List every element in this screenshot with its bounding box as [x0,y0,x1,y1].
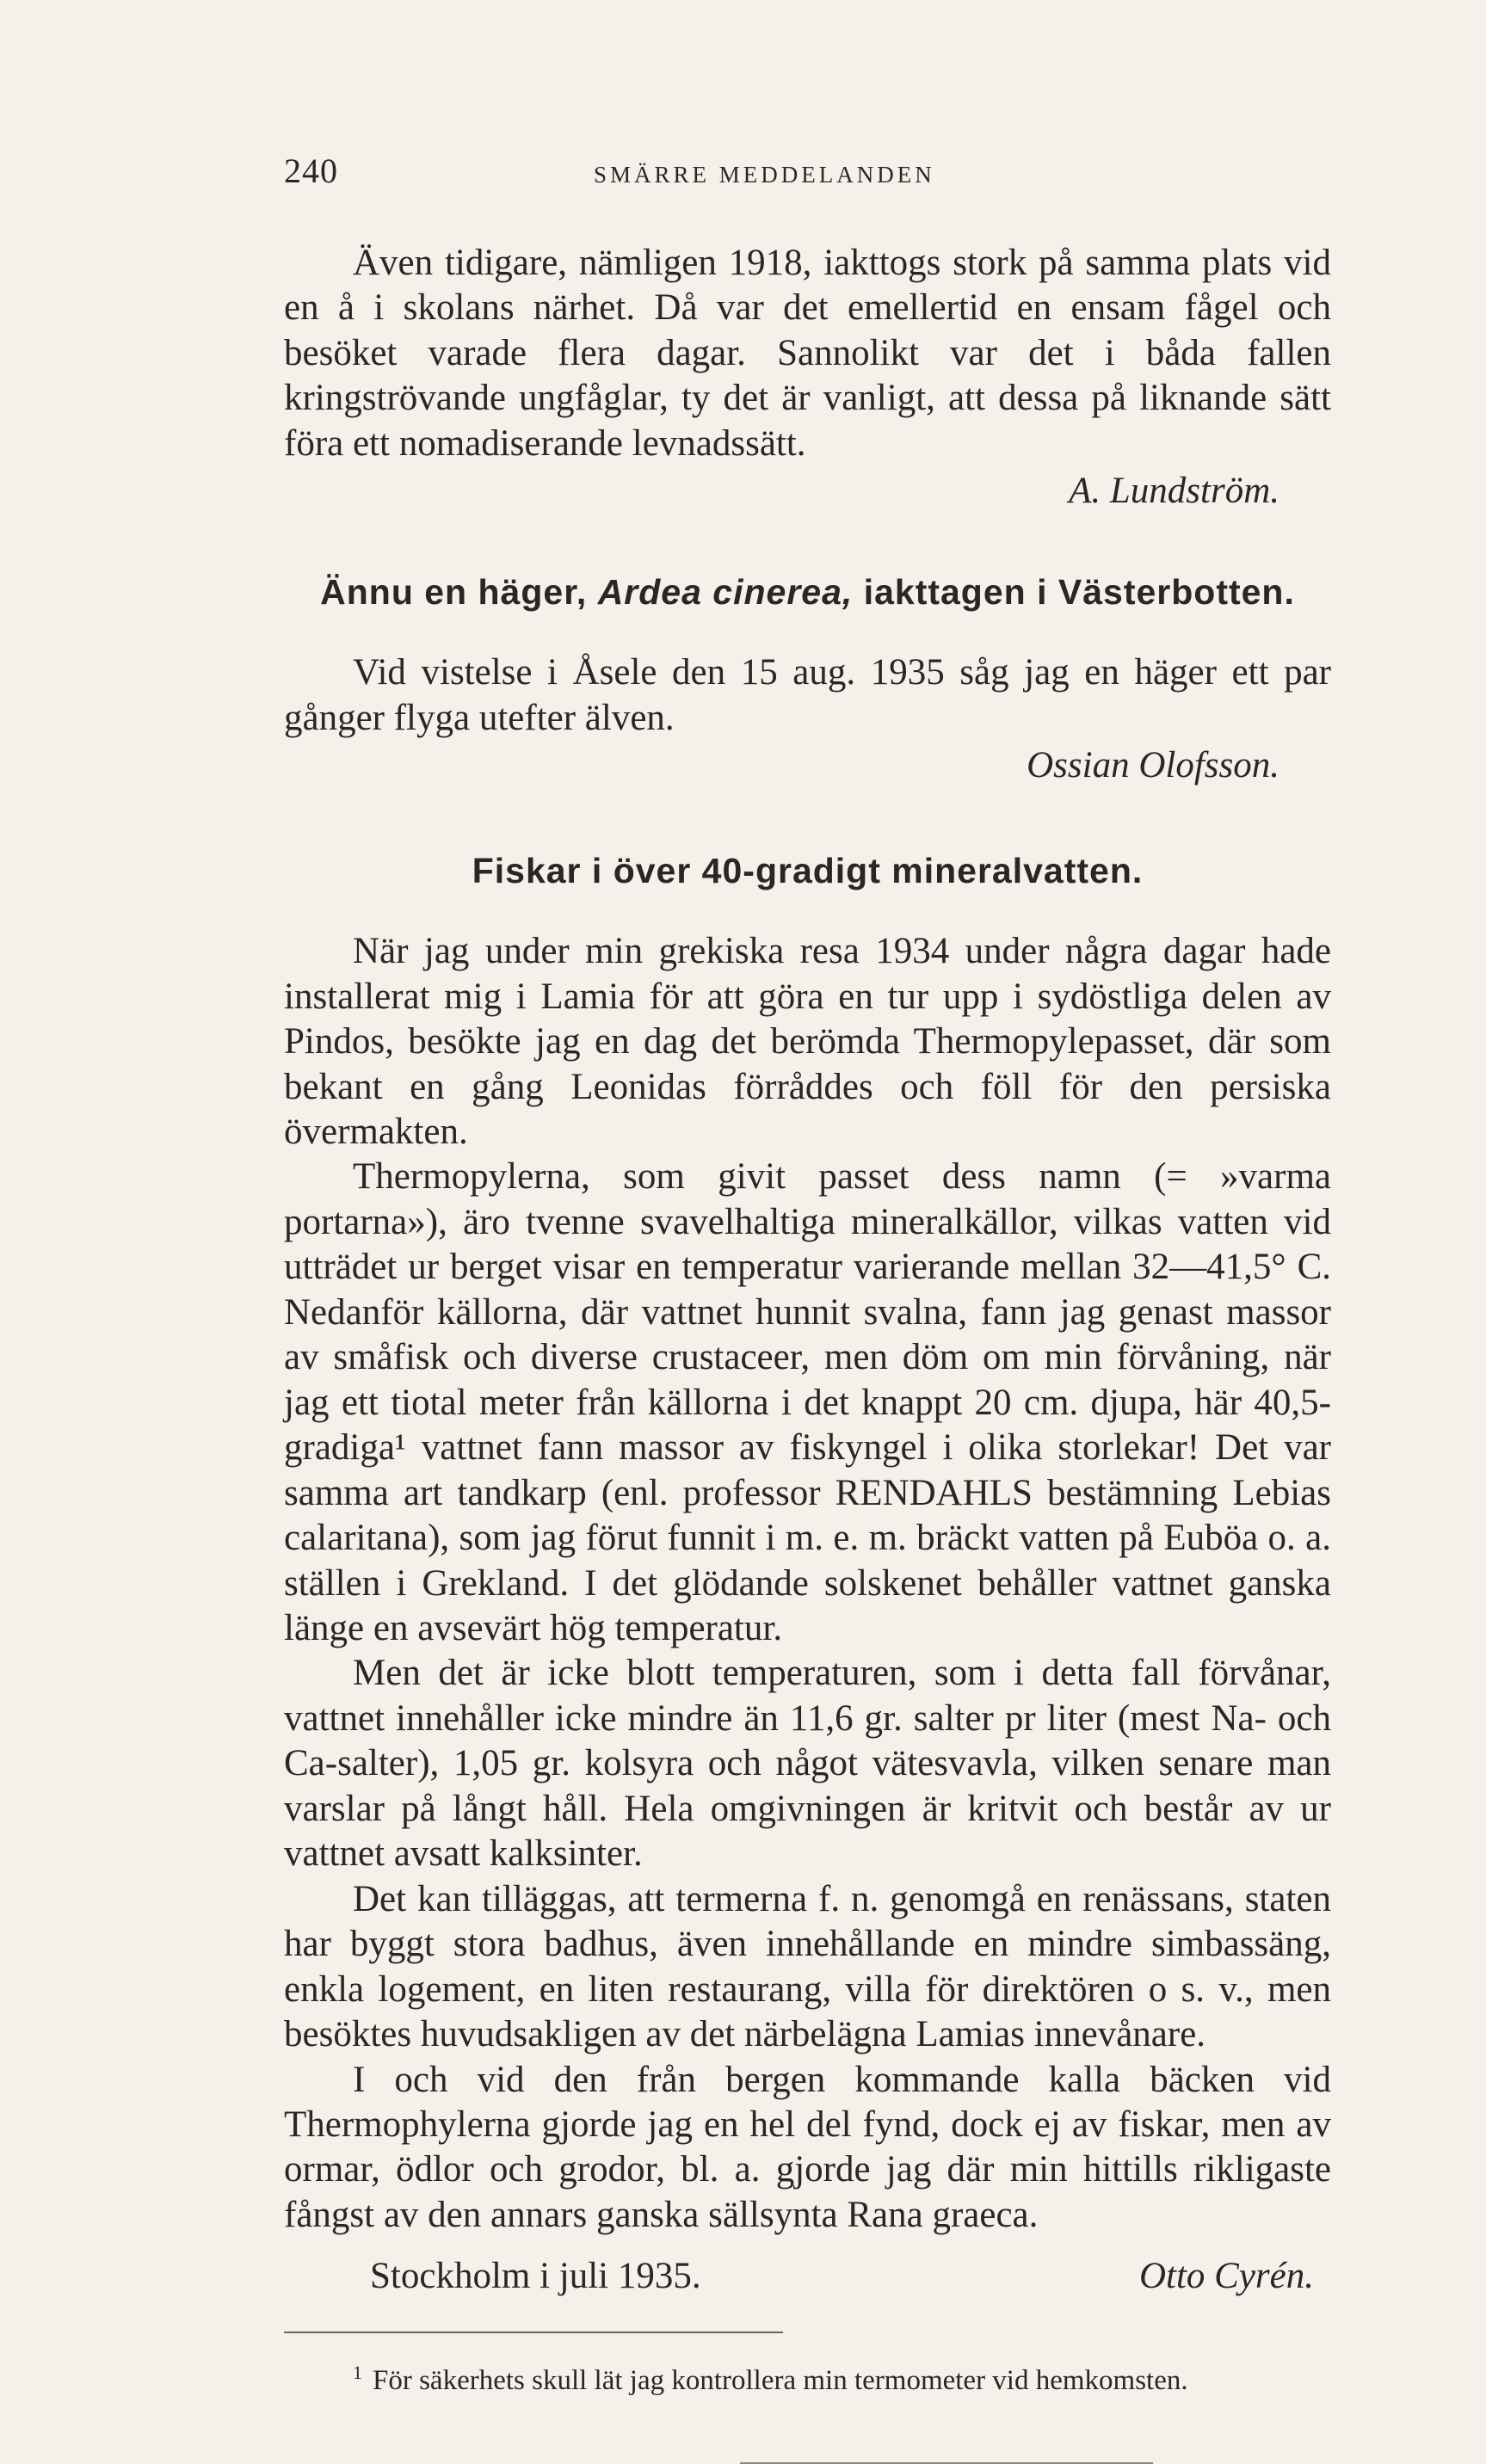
heron-title-species: Ardea cinerea, [597,572,854,613]
fish-paragraph-2: Thermopylerna, som givit passet dess namn (= »varma portarna»), äro tvenne svavelhaltiga mineralkällor, vilkas vatten vid utträdet ur berget visar en temperatur varierande mellan 32—41,5° C. Nedanför källorna, där vattnet hunnit svalna, fann jag genast massor av småfisk och diverse crustaceer, men döm om min förvåning, när jag ett tiotal meter från källorna i det knappt 20 cm. djupa, här 40,5-gradiga¹ vattnet fann massor av fiskyngel i olika storlekar! Det var samma art tandkarp (enl. professor RENDAHLS bestämning Lebias calaritana), som jag förut funnit i m. e. m. bräckt vatten på Euböa o. a. ställen i Grekland. I det glödande solskenet behåller vattnet ganska länge en avsevärt hög temperatur. [284,1156,1331,1648]
footnote-divider [284,2332,783,2333]
footnote-text: För säkerhets skull lät jag kontrollera min termometer vid hemkomsten. [373,2365,1188,2397]
footnote-mark: 1 [353,2362,362,2384]
heron-section-title [284,572,1331,613]
fish-paragraph-5: I och vid den från bergen kommande kalla bäcken vid Thermophylerna gjorde jag en hel del fynd, dock ej av fiskar, men av ormar, ödlor och grodor, bl. a. gjorde jag där min hittills rikligaste fångst av den annars ganska sällsynta Rana graeca. [284,2059,1331,2235]
heron-paragraph: Vid vistelse i Åsele den 15 aug. 1935 såg jag en häger ett par gånger flyga utefter älven. [284,652,1331,738]
page-header [284,151,1331,191]
closing-line [284,2255,1331,2297]
fish-paragraph-3: Men det är icke blott temperaturen, som i detta fall förvånar, vattnet innehåller icke mindre än 11,6 gr. salter pr liter (mest Na- och Ca-salter), 1,05 gr. kolsyra och något vätesvavla, vilken senare man varslar på långt håll. Hela omgivningen är kritvit och består av ur vattnet avsatt kalksinter. [284,1653,1331,1875]
footnote [284,2359,1331,2402]
running-head: SMÄRRE MEDDELANDEN [594,162,935,188]
fish-paragraph-1: När jag under min grekiska resa 1934 under några dagar hade installerat mig i Lamia för att göra en tur upp i sydöstliga delen av Pindos, besökte jag en dag det berömda Thermopylepasset, där som bekant en gång Leonidas förråddes och föll för den persiska övermakten. [284,931,1331,1152]
signature-olofsson: Ossian Olofsson. [1027,745,1279,786]
closing-place: Stockholm i juli 1935. [370,2256,701,2297]
fish-section-title: Fiskar i över 40-gradigt mineralvatten. [472,851,1144,891]
page-number: 240 [284,151,338,190]
closing-author: Otto Cyrén. [1138,2256,1314,2297]
fish-paragraph-4: Det kan tilläggas, att termerna f. n. genomgå en renässans, staten har byggt stora badhus, även innehållande en mindre simbassäng, enkla logement, en liten restaurang, villa för direktören o s. v., men besöktes huvudsakligen av det närbelägna Lamias innevånare. [284,1878,1331,2055]
signature-lundstrom: A. Lundström. [1069,471,1279,512]
stork-paragraph: Även tidigare, nämligen 1918, iakttogs stork på samma plats vid en å i skolans närhet. Då var det emellertid en ensam fågel och besöket varade flera dagar. Sannolikt var det i båda fallen kringströvande ungfåglar, ty det är vanligt, att dessa på liknande sätt föra ett nomadiserande levnadssätt. [284,243,1331,464]
heron-title-prefix: Ännu en häger, [320,572,588,613]
heron-title-suffix: iakttagen i Västerbotten. [863,572,1295,613]
